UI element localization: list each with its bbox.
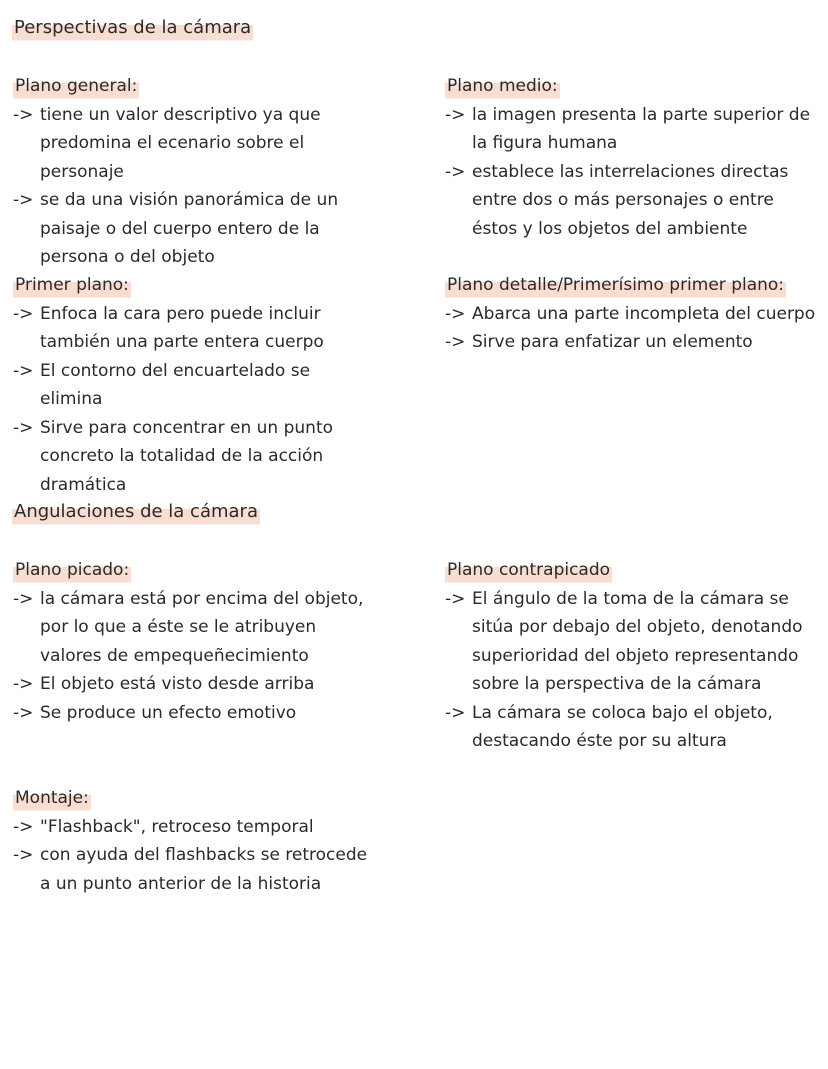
block-title: Plano general: [13,72,139,101]
list-item: -> Sirve para enfatizar un elemento [445,328,820,357]
section-title-angulaciones [12,498,260,527]
section-title-perspectivas [12,14,253,43]
block-plano-contrapicado [445,556,820,756]
block-plano-medio [445,72,815,243]
arrow-icon: -> [445,332,466,352]
block-title: Plano contrapicado [445,556,612,585]
block-title: Plano detalle/Primerísimo primer plano: [445,271,786,300]
list-item: -> la imagen presenta la parte superior de la figura humana [445,101,815,158]
arrow-icon: -> [13,104,34,125]
list-item: -> Sirve para concentrar en un punto concreto la totalidad de la acción dramática [13,414,373,500]
arrow-icon: -> [13,816,34,837]
list-item: -> El ángulo de la toma de la cámara se sitúa por debajo del objeto, denotando superioridad del objeto representando sobre la perspectiva de la cámara [445,585,820,699]
list-item: -> "Flashback", retroceso temporal [13,813,373,842]
block-title: Primer plano: [13,271,131,300]
list-item: -> El contorno del encuartelado se elimina [13,357,373,414]
arrow-icon: -> [13,845,34,865]
list-item: -> Enfoca la cara pero puede incluir también una parte entera cuerpo [13,300,373,357]
section-title-perspectivas-text: Perspectivas de la cámara [12,14,253,43]
arrow-icon: -> [445,104,466,125]
arrow-icon: -> [13,417,34,438]
block-primer-plano [13,271,373,499]
arrow-icon: -> [13,702,34,723]
block-plano-picado [13,556,373,727]
list-item: -> con ayuda del flashbacks se retrocede a un punto anterior de la historia [13,841,373,898]
arrow-icon: -> [445,702,466,723]
arrow-icon: -> [13,588,34,609]
arrow-icon: -> [13,190,34,210]
list-item: -> Abarca una parte incompleta del cuerpo [445,300,820,329]
block-title: Plano picado: [13,556,131,585]
list-item: -> tiene un valor descriptivo ya que predomina el ecenario sobre el personaje [13,101,373,187]
arrow-icon: -> [13,360,34,381]
block-plano-detalle [445,271,820,357]
block-plano-general [13,72,373,272]
arrow-icon: -> [445,588,466,609]
arrow-icon: -> [13,674,34,694]
list-item: -> El objeto está visto desde arriba [13,670,373,699]
list-item: -> la cámara está por encima del objeto, por lo que a éste se le atribuyen valores de empequeñecimiento [13,585,373,671]
list-item: -> establece las interrelaciones directas entre dos o más personajes o entre éstos y los objetos del ambiente [445,158,815,244]
list-item: -> se da una visión panorámica de un paisaje o del cuerpo entero de la persona o del objeto [13,186,373,272]
list-item: -> La cámara se coloca bajo el objeto, destacando éste por su altura [445,699,820,756]
block-title: Montaje: [13,784,91,813]
list-item: -> Se produce un efecto emotivo [13,699,373,728]
arrow-icon: -> [13,303,34,324]
block-title: Plano medio: [445,72,560,101]
section-title-angulaciones-text: Angulaciones de la cámara [12,498,260,527]
arrow-icon: -> [445,161,466,182]
block-montaje [13,784,373,898]
arrow-icon: -> [445,303,466,324]
